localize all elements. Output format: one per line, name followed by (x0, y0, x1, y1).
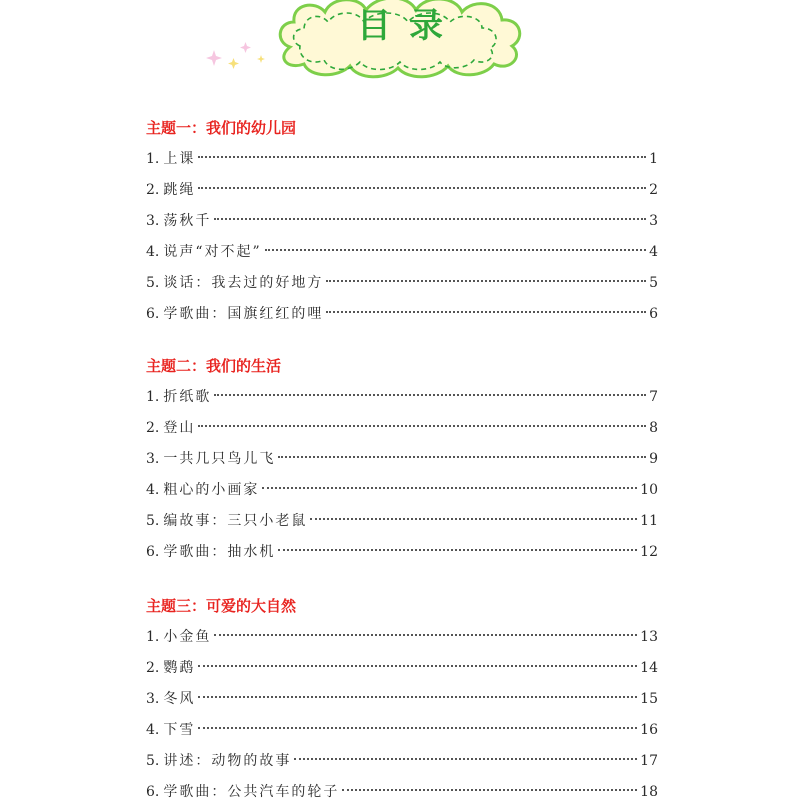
toc-entry[interactable] (146, 540, 658, 571)
leader-dots (310, 518, 637, 520)
entry-page: 6 (649, 306, 658, 322)
leader-dots (265, 249, 646, 251)
toc-entry[interactable] (146, 385, 658, 416)
leader-dots (278, 456, 646, 458)
entry-number: 2. (146, 420, 160, 436)
entry-page: 4 (649, 244, 658, 260)
entry-page: 17 (640, 753, 658, 769)
toc-entry[interactable] (146, 240, 658, 271)
entry-label: 下雪 (163, 722, 196, 738)
leader-dots (278, 549, 637, 551)
entry-number: 2. (146, 660, 160, 676)
entry-number: 2. (146, 182, 160, 198)
leader-dots (198, 696, 637, 698)
sparkle-icon (200, 36, 280, 76)
entry-label: 一共几只鸟儿飞 (163, 451, 276, 467)
entry-page: 9 (649, 451, 658, 467)
entry-label: 登山 (163, 420, 196, 436)
entry-number: 5. (146, 513, 160, 529)
entry-page: 3 (649, 213, 658, 229)
leader-dots (198, 665, 637, 667)
entry-number: 4. (146, 244, 160, 260)
entry-number: 1. (146, 629, 160, 645)
entry-page: 8 (649, 420, 658, 436)
leader-dots (198, 425, 646, 427)
leader-dots (214, 634, 637, 636)
entry-number: 6. (146, 544, 160, 560)
entry-number: 4. (146, 482, 160, 498)
toc-entry[interactable] (146, 209, 658, 240)
entry-page: 5 (649, 275, 658, 291)
entry-label: 编故事：三只小老鼠 (163, 513, 308, 529)
entry-label: 粗心的小画家 (163, 482, 260, 498)
entry-page: 13 (640, 629, 658, 645)
entry-label: 说声“对不起” (163, 244, 262, 260)
leader-dots (294, 758, 637, 760)
toc-entry[interactable] (146, 509, 658, 540)
entry-page: 16 (640, 722, 658, 738)
leader-dots (262, 487, 637, 489)
entry-number: 3. (146, 691, 160, 707)
leader-dots (198, 187, 646, 189)
entry-label: 讲述：动物的故事 (163, 753, 292, 769)
entry-page: 1 (649, 151, 658, 167)
section-1 (146, 116, 658, 333)
entry-label: 跳绳 (163, 182, 196, 198)
entry-number: 1. (146, 151, 160, 167)
entry-page: 11 (640, 513, 658, 529)
entry-page: 7 (649, 389, 658, 405)
toc-header (270, 0, 530, 82)
toc-entry[interactable] (146, 302, 658, 333)
leader-dots (214, 394, 646, 396)
entry-page: 14 (640, 660, 658, 676)
section-title: 主题三：可爱的大自然 (146, 597, 297, 615)
entry-label: 谈话：我去过的好地方 (163, 275, 324, 291)
entry-page: 18 (640, 784, 658, 800)
entry-page: 12 (640, 544, 658, 560)
toc-entry[interactable] (146, 749, 658, 780)
entry-page: 2 (649, 182, 658, 198)
entry-number: 6. (146, 306, 160, 322)
toc-entry[interactable] (146, 780, 658, 811)
toc-entry[interactable] (146, 625, 658, 656)
section-3 (146, 594, 658, 811)
entry-label: 鹦鹉 (163, 660, 196, 676)
toc-entry[interactable] (146, 416, 658, 447)
entry-label: 学歌曲：国旗红红的哩 (163, 306, 324, 322)
toc-entry[interactable] (146, 447, 658, 478)
entry-label: 折纸歌 (163, 389, 212, 405)
section-2 (146, 354, 658, 571)
entry-label: 荡秋千 (163, 213, 212, 229)
toc-entry[interactable] (146, 478, 658, 509)
entry-number: 5. (146, 275, 160, 291)
leader-dots (198, 156, 646, 158)
entry-label: 上课 (163, 151, 196, 167)
entry-number: 5. (146, 753, 160, 769)
leader-dots (214, 218, 646, 220)
entry-page: 15 (640, 691, 658, 707)
leader-dots (198, 727, 637, 729)
entry-number: 3. (146, 451, 160, 467)
leader-dots (342, 789, 637, 791)
entry-number: 1. (146, 389, 160, 405)
toc-entry[interactable] (146, 271, 658, 302)
entry-label: 小金鱼 (163, 629, 212, 645)
toc-entry[interactable] (146, 687, 658, 718)
section-title: 主题二：我们的生活 (146, 357, 282, 375)
entry-label: 学歌曲：公共汽车的轮子 (163, 784, 340, 800)
leader-dots (326, 280, 646, 282)
entry-number: 3. (146, 213, 160, 229)
entry-label: 学歌曲：抽水机 (163, 544, 276, 560)
toc-entry[interactable] (146, 147, 658, 178)
entry-page: 10 (640, 482, 658, 498)
toc-entry[interactable] (146, 718, 658, 749)
entry-number: 6. (146, 784, 160, 800)
entry-number: 4. (146, 722, 160, 738)
page-title: 目录 (357, 6, 461, 46)
toc-entry[interactable] (146, 178, 658, 209)
toc-entry[interactable] (146, 656, 658, 687)
leader-dots (326, 311, 646, 313)
entry-label: 冬风 (163, 691, 196, 707)
section-title: 主题一：我们的幼儿园 (146, 119, 297, 137)
